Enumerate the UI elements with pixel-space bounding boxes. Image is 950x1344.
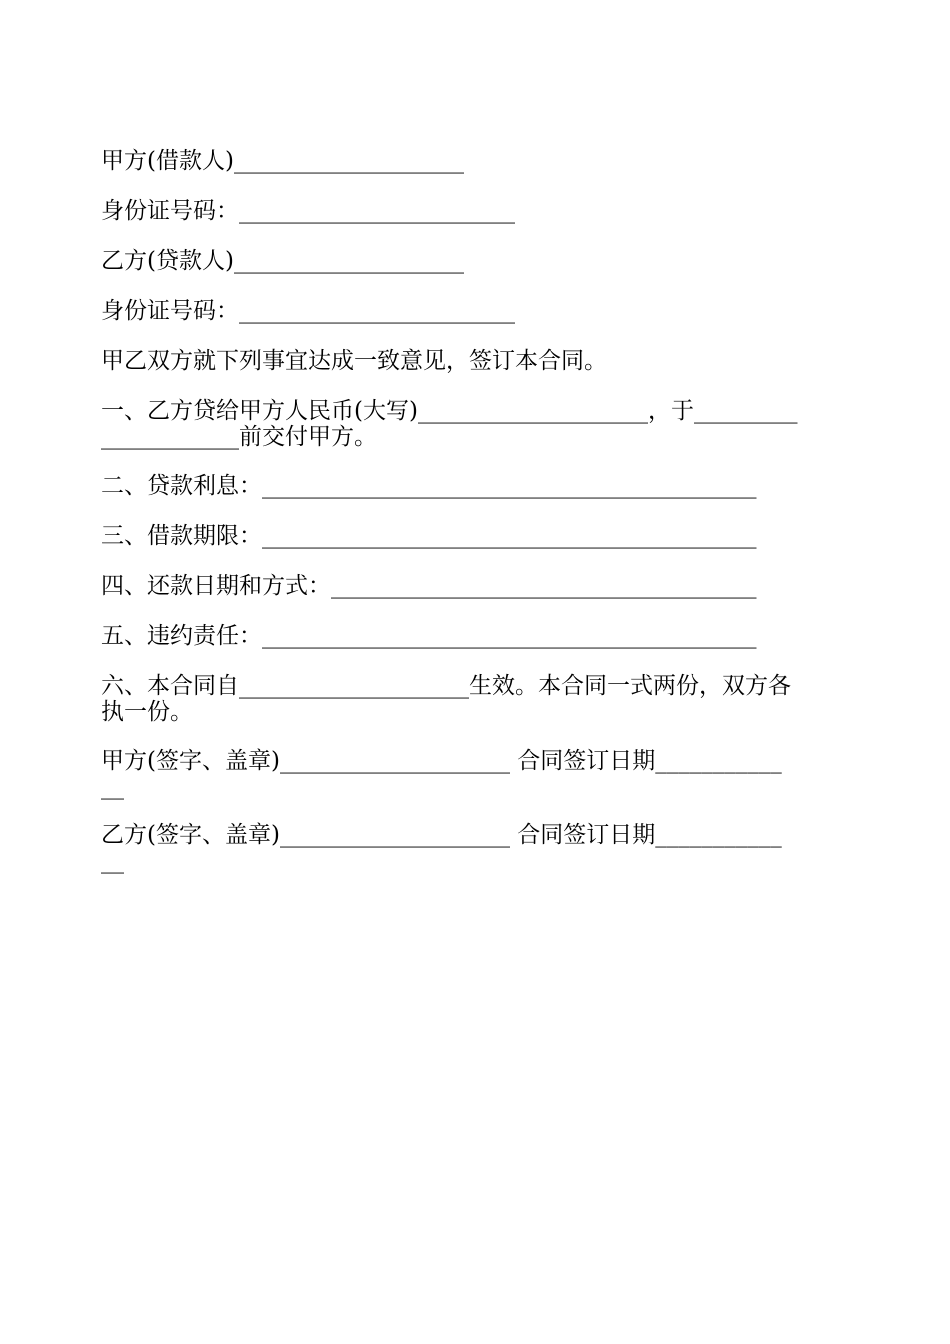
clause-3-term-line: 三、借款期限：___________________________________________ <box>101 523 757 549</box>
party-a-signature-continuation: __ <box>101 774 124 800</box>
clause-2-interest-line: 二、贷款利息：___________________________________________ <box>101 473 757 499</box>
party-b-signature-continuation: __ <box>101 848 124 874</box>
agreement-intro-line: 甲乙双方就下列事宜达成一致意见，签订本合同。 <box>101 348 607 374</box>
party-b-signature-line: 乙方(签字、盖章)____________________ 合同签订日期___________ <box>101 822 782 848</box>
party-a-id-line: 身份证号码：________________________ <box>101 198 515 224</box>
clause-5-default-line: 五、违约责任：___________________________________________ <box>101 623 757 649</box>
clause-1-line: 一、乙方贷给甲方人民币(大写)____________________，于_________ <box>101 398 798 424</box>
party-b-lender-line: 乙方(贷款人)____________________ <box>101 248 464 274</box>
party-a-borrower-line: 甲方(借款人)____________________ <box>101 148 464 174</box>
party-a-signature-line: 甲方(签字、盖章)____________________ 合同签订日期___________ <box>101 748 782 774</box>
clause-6-continuation: 执一份。 <box>101 699 193 725</box>
party-b-id-line: 身份证号码：________________________ <box>101 298 515 324</box>
clause-1-continuation: ____________前交付甲方。 <box>101 424 377 450</box>
clause-4-repayment-line: 四、还款日期和方式：_____________________________________ <box>101 573 757 599</box>
clause-6-effective-line: 六、本合同自____________________生效。本合同一式两份，双方各 <box>101 673 791 699</box>
